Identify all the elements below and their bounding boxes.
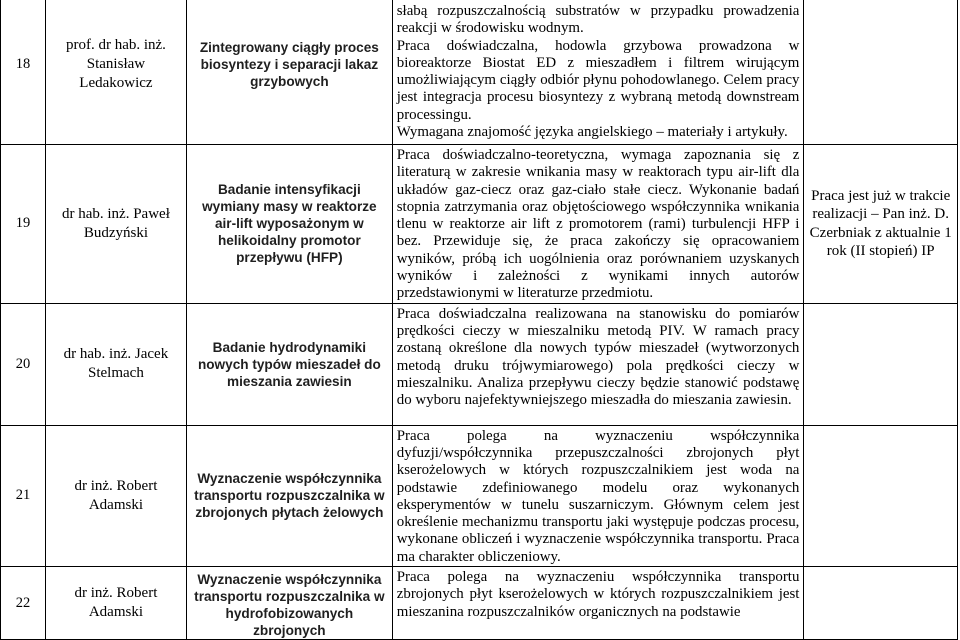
topic-description — [392, 303, 804, 425]
row-number: 21 — [1, 425, 46, 566]
table-row — [1, 567, 958, 640]
supervisor-cell: prof. dr hab. inż. Stanisław Ledakowicz — [45, 0, 186, 145]
status-cell: Praca jest już w trakcie realizacji – Pan inż. D. Czerbniak z aktualnie 1 rok (II stopień) IP — [804, 145, 958, 304]
supervisor-cell: dr hab. inż. Paweł Budzyński — [45, 145, 186, 304]
status-cell — [804, 303, 958, 425]
status-cell — [804, 567, 958, 640]
topic-description — [392, 145, 804, 304]
description-paragraph: słabą rozpuszczalnością substratów w przypadku prowadzenia reakcji w środowisku wodnym. — [396, 3, 800, 37]
row-number: 19 — [1, 145, 46, 304]
topic-title: Zintegrowany ciągły proces biosyntezy i separacji lakaz grzybowych — [186, 0, 392, 145]
status-cell — [804, 0, 958, 145]
table-row — [1, 145, 958, 304]
topic-title: Wyznaczenie współczynnika transportu rozpuszczalnika w hydrofobizowanych zbrojonych — [186, 567, 392, 640]
topic-description — [392, 425, 804, 566]
description-paragraph: Praca doświadczalna realizowana na stanowisku do pomiarów prędkości cieczy w mieszalniku metodą PIV. W ramach pracy zostaną określone dla nowych typów mieszadeł (wytworzonych metodą druku trójwymiarowego) pola prędkości cieczy w mieszalniku. Analiza przepływu cieczy będzie stanowić podstawę do wyboru najefektywniejszego mieszadła do mieszania zawiesin. — [396, 305, 800, 409]
row-number: 20 — [1, 303, 46, 425]
table-row — [1, 303, 958, 425]
description-paragraph: Praca polega na wyznaczeniu współczynnika dyfuzji/współczynnika przepuszczalności zbrojonych płyt kserożelowych w których rozpuszczalnikiem jest woda na podstawie zdefiniowanego modelu oraz wykonanych eksperymentów w tunelu suszarniczym. Głównym celem jest określenie mechanizmu transportu jaki występuje podczas procesu, wykonane obliczeń i wyznaczenie współczynnika transportu. Praca ma charakter obliczeniowy. — [396, 427, 800, 565]
table-row — [1, 425, 958, 566]
topic-description — [392, 0, 804, 145]
topic-title: Badanie intensyfikacji wymiany masy w reaktorze air-lift wyposażonym w helikoidalny promotor przepływu (HFP) — [186, 145, 392, 304]
topic-title: Wyznaczenie współczynnika transportu rozpuszczalnika w zbrojonych płytach żelowych — [186, 425, 392, 566]
row-number: 18 — [1, 0, 46, 145]
description-paragraph: Wymagana znajomość języka angielskiego – materiały i artykuły. — [396, 124, 788, 141]
supervisor-cell: dr hab. inż. Jacek Stelmach — [45, 303, 186, 425]
description-paragraph: Praca doświadczalna, hodowla grzybowa prowadzona w bioreaktorze Biostat ED z mieszadłem i filtrem wirującym umożliwiającym ciągły odbiór płynu pohodowlanego. Celem pracy jest integracja procesu biosyntezy z wybraną metodą downstream processingu. — [396, 37, 800, 123]
supervisor-cell: dr inż. Robert Adamski — [45, 425, 186, 566]
topic-description — [392, 567, 804, 640]
status-cell — [804, 425, 958, 566]
row-number: 22 — [1, 567, 46, 640]
table-row — [1, 0, 958, 145]
description-paragraph: Praca doświadczalno-teoretyczna, wymaga zapoznania się z literaturą w zakresie wnikania masy w reaktorach typu air-lift dla układów gaz-ciecz oraz gaz-ciało stałe ciecz. Wykonanie badań stopnia zatrzymania oraz objętościowego współczynnika wnikania tlenu w reaktorze air lift z promotorem (rami) turbulencji HFP i bez. Przewiduje się, że praca zakończy się opracowaniem wyników, próbą ich uogólnienia oraz porównaniem uzyskanych wyników i zależności z wynikami innych autorów przedstawionymi w literaturze przedmiotu. — [396, 147, 800, 302]
description-paragraph: Praca polega na wyznaczeniu współczynnika transportu zbrojonych płyt kserożelowych w których rozpuszczalnikiem jest mieszanina rozpuszczalników organicznych na podstawie — [396, 569, 800, 620]
supervisor-cell: dr inż. Robert Adamski — [45, 567, 186, 640]
topic-title: Badanie hydrodynamiki nowych typów mieszadeł do mieszania zawiesin — [186, 303, 392, 425]
